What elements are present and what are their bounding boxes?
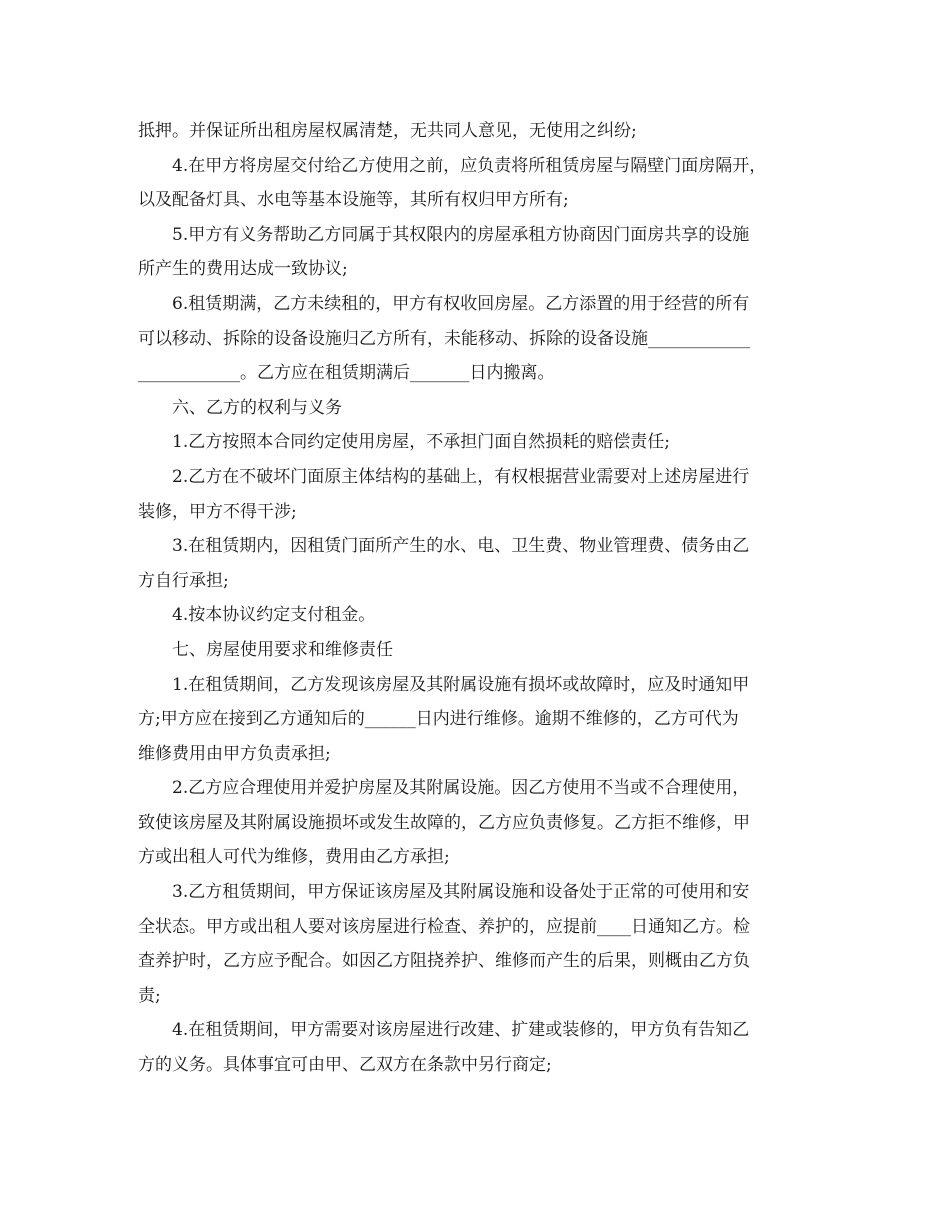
text-line: 可以移动、拆除的设备设施归乙方所有，未能移动、拆除的设备设施____________ [138,328,750,349]
text-line: 七、房屋使用要求和维修责任 [172,639,393,660]
text-line: 所产生的费用达成一致协议; [138,259,348,280]
text-line: 2.乙方在不破坏门面原主体结构的基础上，有权根据营业需要对上述房屋进行 [172,466,750,487]
text-line: 维修费用由甲方负责承担; [138,743,331,764]
text-line: ____________。乙方应在租赁期满后_______日内搬离。 [138,363,555,384]
text-line: 方或出租人可代为维修，费用由乙方承担; [138,847,450,868]
text-line: 4.按本协议约定支付租金。 [172,605,376,626]
text-line: 2.乙方应合理使用并爱护房屋及其附属设施。因乙方使用不当或不合理使用， [172,778,750,799]
text-line: 方;甲方应在接到乙方通知后的______日内进行维修。逾期不维修的，乙方可代为 [138,709,739,730]
text-line: 全状态。甲方或出租人要对该房屋进行检查、养护的，应提前____日通知乙方。检 [138,916,750,937]
text-line: 责; [138,985,161,1006]
text-line: 4.在租赁期间，甲方需要对该房屋进行改建、扩建或装修的，甲方负有告知乙 [172,1020,750,1041]
text-line: 查养护时，乙方应予配合。如因乙方阻挠养护、维修而产生的后果，则概由乙方负 [138,951,750,972]
text-line: 6.租赁期满，乙方未续租的，甲方有权收回房屋。乙方添置的用于经营的所有 [172,293,750,314]
document-body [138,114,818,1083]
text-line: 1.在租赁期间，乙方发现该房屋及其附属设施有损坏或故障时，应及时通知甲 [172,674,750,695]
text-line: 3.在租赁期内，因租赁门面所产生的水、电、卫生费、物业管理费、债务由乙 [172,536,750,557]
text-line: 以及配备灯具、水电等基本设施等，其所有权归甲方所有; [138,190,569,211]
text-line: 装修，甲方不得干涉; [138,501,297,522]
text-line: 1.乙方按照本合同约定使用房屋，不承担门面自然损耗的赔偿责任; [172,432,670,453]
text-line: 六、乙方的权利与义务 [172,397,342,418]
text-line: 抵押。并保证所出租房屋权属清楚，无共同人意见，无使用之纠纷; [138,121,637,141]
text-line: 5.甲方有义务帮助乙方同属于其权限内的房屋承租方协商因门面房共享的设施 [172,224,750,245]
text-line: 方的义务。具体事宜可由甲、乙双方在条款中另行商定; [138,1055,552,1076]
text-line: 4.在甲方将房屋交付给乙方使用之前，应负责将所租赁房屋与隔壁门面房隔开， [172,155,767,176]
text-line: 3.乙方租赁期间，甲方保证该房屋及其附属设施和设备处于正常的可使用和安 [172,882,750,903]
text-line: 方自行承担; [138,570,229,591]
text-line: 致使该房屋及其附属设施损坏或发生故障的，乙方应负责修复。乙方拒不维修，甲 [138,812,750,833]
